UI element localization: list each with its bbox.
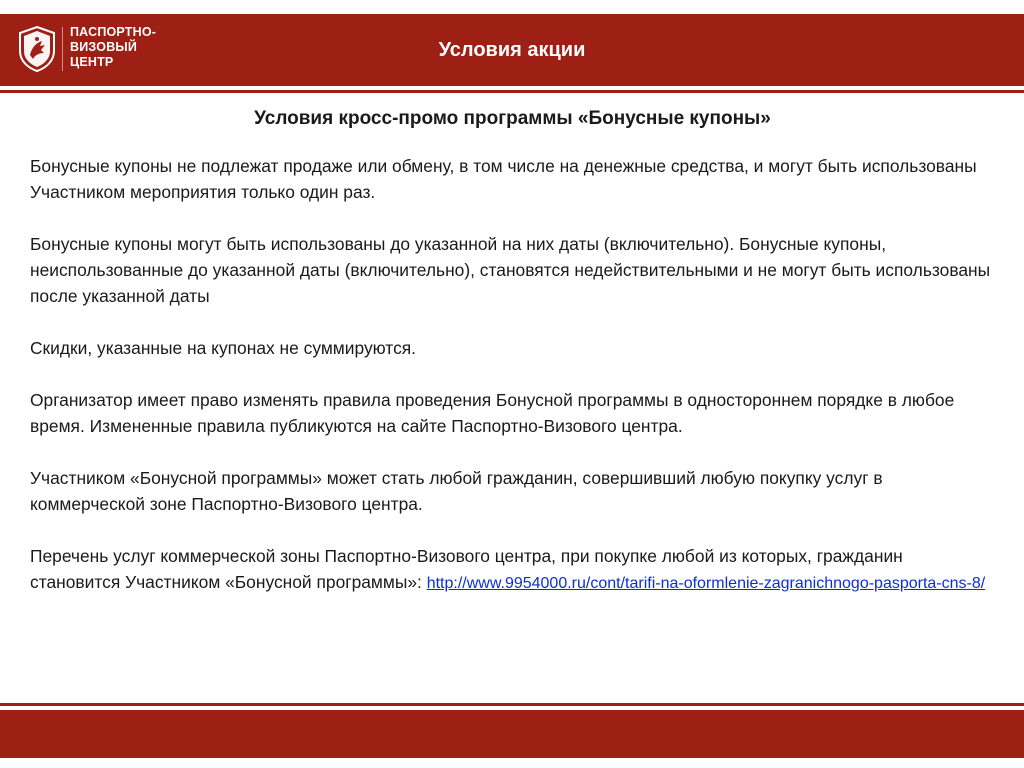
paragraph-2: Бонусные купоны могут быть использованы до указанной на них даты (включительно). Бонусные купоны, неиспользованные до указанной даты (включительно), становятся недействительными и не могут быть использованы после указанной даты: [30, 234, 991, 306]
header-divider: [0, 90, 1024, 93]
paragraph-6-text: Перечень услуг коммерческой зоны Паспортно-Визового центра, при покупке любой из которых, гражданин становится Участником «Бонусной программы»:: [30, 546, 903, 592]
logo-line-2: ВИЗОВЫЙ: [70, 40, 138, 54]
document-body: [30, 108, 995, 623]
footer-divider: [0, 703, 1024, 706]
paragraph-1: Бонусные купоны не подлежат продаже или обмену, в том числе на денежные средства, и могут быть использованы Участником мероприятия только один раз.: [30, 156, 977, 202]
paragraph-4: Организатор имеет право изменять правила проведения Бонусной программы в одностороннем порядке в любое время. Измененные правила публикуются на сайте Паспортно-Визового центра.: [30, 390, 955, 436]
logo-line-1: ПАСПОРТНО-: [70, 25, 157, 39]
tariffs-link[interactable]: http://www.9954000.ru/cont/tarifi-na-oformlenie-zagranichnogo-pasporta-cns-8/: [426, 575, 986, 592]
paragraph-5: Участником «Бонусной программы» может стать любой гражданин, совершивший любую покупку услуг в коммерческой зоне Паспортно-Визового центра.: [30, 468, 883, 514]
logo-line-3: ЦЕНТР: [70, 55, 114, 69]
top-strip: [0, 0, 1024, 14]
paragraph-6: [30, 543, 995, 597]
page-title: Условия акции: [438, 39, 586, 61]
document-heading: Условия кросс-промо программы «Бонусные купоны»: [254, 108, 771, 129]
paragraph-3: Скидки, указанные на купонах не суммируются.: [30, 338, 417, 358]
footer-bar: [0, 710, 1024, 758]
